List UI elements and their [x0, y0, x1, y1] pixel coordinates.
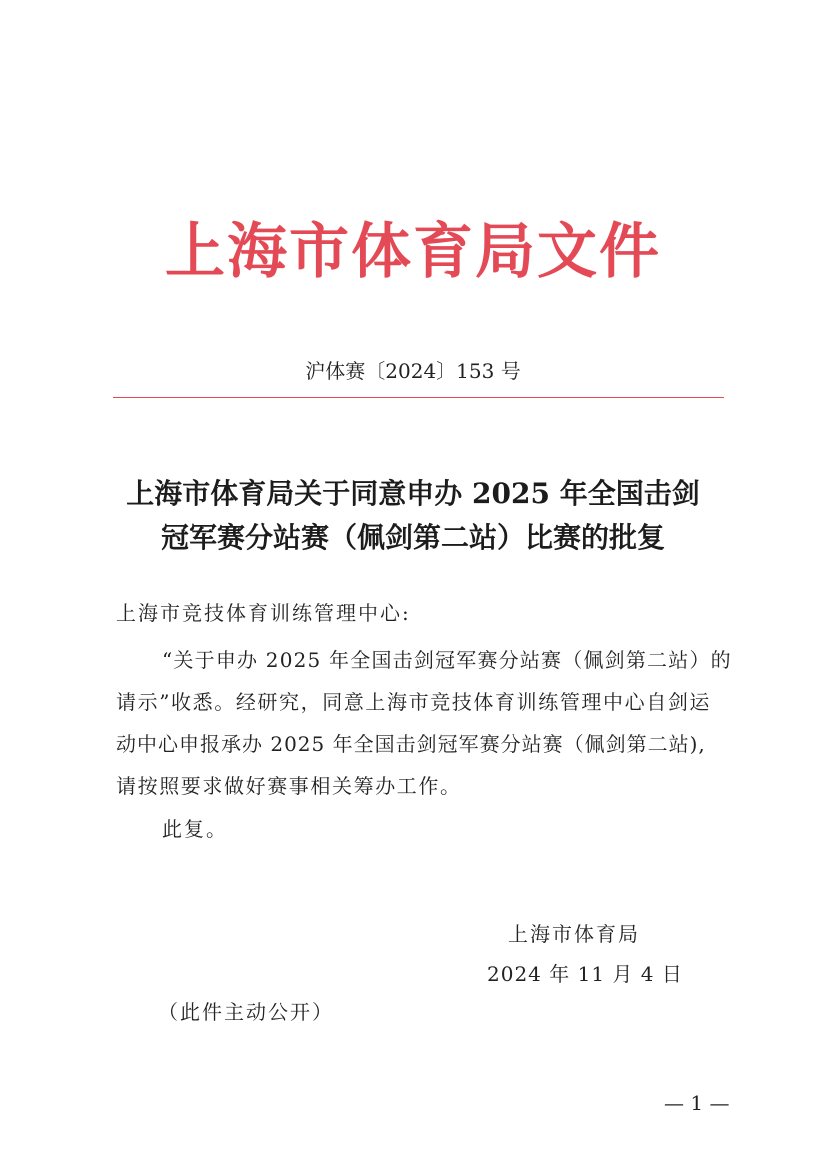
- signer: 上海市体育局: [508, 922, 640, 946]
- issue-date: 2024 年 11 月 4 日: [487, 962, 683, 986]
- document-title-line-2: 冠军赛分站赛（佩剑第二站）比赛的批复: [160, 521, 665, 554]
- document-title-line-1: 上海市体育局关于同意申办 2025 年全国击剑: [126, 477, 700, 510]
- body-line: 请按照要求做好赛事相关筹办工作。: [116, 774, 462, 798]
- issuer-header-title: 上海市体育局文件: [165, 217, 661, 287]
- disclosure-note: （此件主动公开）: [158, 1000, 334, 1024]
- document-number: 沪体赛〔2024〕153 号: [305, 359, 521, 383]
- document-title: [100, 472, 726, 560]
- header-divider: [113, 397, 724, 398]
- closing-remark: 此复。: [162, 817, 228, 841]
- body-line: “关于申办 2025 年全国击剑冠军赛分站赛（佩剑第二站）的: [162, 648, 732, 672]
- page-number: — 1 —: [664, 1091, 730, 1115]
- body-line: 请示”收悉。经研究，同意上海市竞技体育训练管理中心自剑运: [116, 690, 712, 714]
- recipient: 上海市竞技体育训练管理中心:: [116, 601, 411, 625]
- body-line: 动中心申报承办 2025 年全国击剑冠军赛分站赛（佩剑第二站),: [116, 732, 706, 756]
